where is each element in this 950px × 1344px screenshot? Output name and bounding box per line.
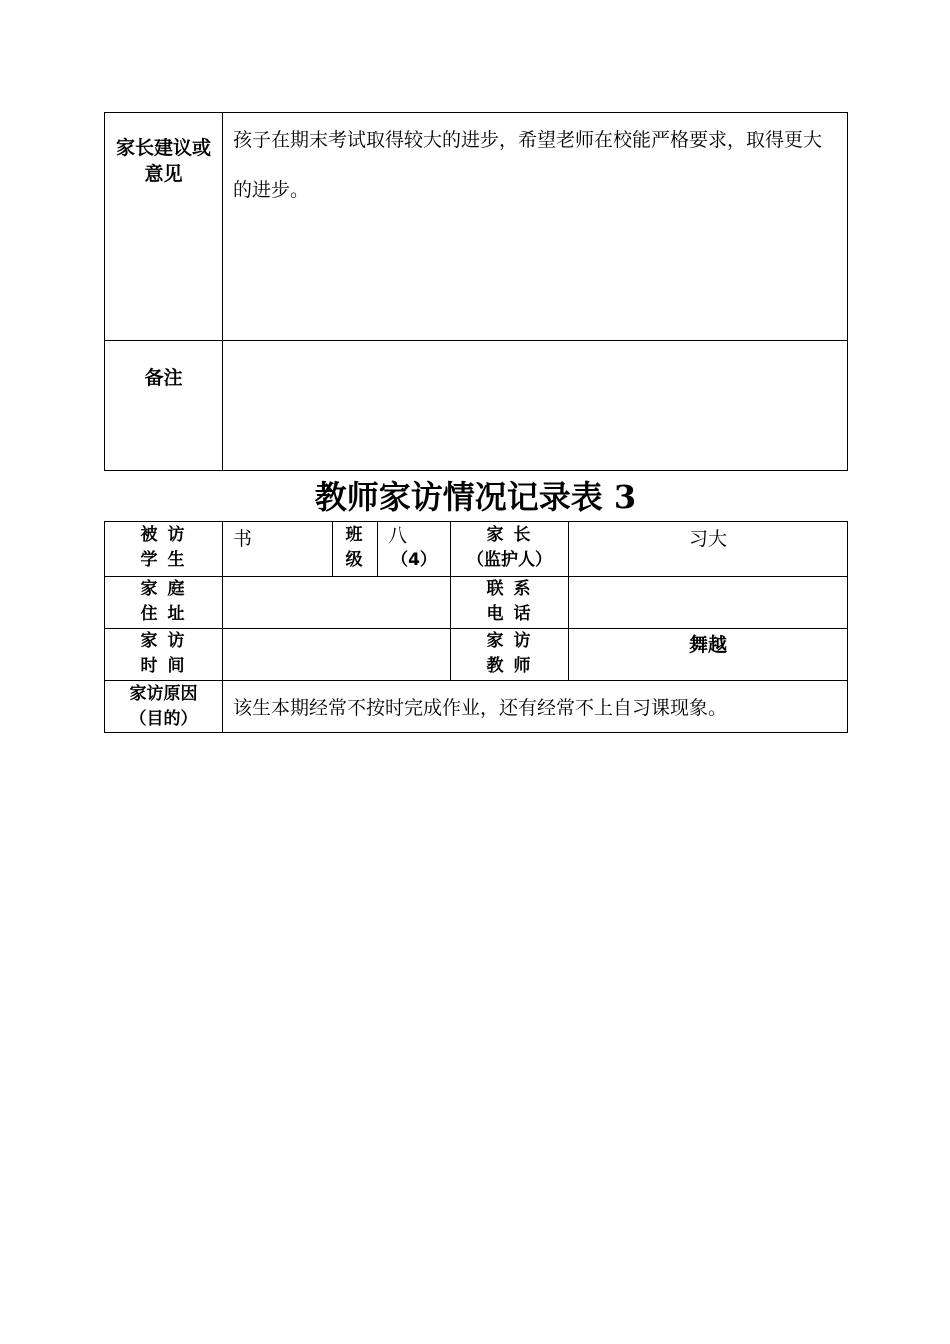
student-label: 被 访 学 生: [140, 525, 187, 570]
phone-value: [569, 577, 847, 579]
class-value-line1: 八: [388, 525, 408, 547]
address-value-cell: [223, 577, 451, 629]
reason-label-line2: （目的）: [129, 709, 198, 729]
student-value: 书: [233, 528, 253, 550]
class-label: 班级: [345, 525, 365, 570]
phone-label: 联 系 电 话: [486, 579, 533, 624]
class-value-cell: [378, 522, 451, 577]
reason-label-cell: [105, 681, 223, 733]
visit-time-value: [223, 629, 450, 631]
teacher-label-cell: [451, 629, 569, 681]
teacher-value-cell: [569, 629, 848, 681]
parent-advice-label-cell: [105, 113, 223, 341]
page-title: 教师家访情况记录表 3: [314, 478, 637, 516]
address-value: [223, 577, 450, 579]
remarks-cell: [223, 341, 848, 471]
guardian-value-cell: [569, 522, 848, 577]
reason-label-line1: 家访原因: [129, 684, 198, 704]
remarks-label-cell: [105, 341, 223, 471]
class-label-cell: [333, 522, 378, 577]
remarks-label: 备注: [144, 367, 183, 389]
guardian-value: 习大: [688, 528, 727, 550]
guardian-label-cell: [451, 522, 569, 577]
teacher-value: 舞越: [688, 634, 727, 656]
visit-time-label-cell: [105, 629, 223, 681]
home-visit-record-table: [104, 521, 848, 733]
class-value-line2: （4）: [391, 550, 437, 570]
reason-value: 该生本期经常不按时完成作业，还有经常不上自习课现象。: [233, 697, 728, 719]
guardian-label-line1: 家 长: [486, 525, 533, 545]
parent-advice-label: 家长建议或意见: [115, 137, 211, 185]
teacher-label: 家 访 教 师: [486, 631, 533, 676]
parent-advice-text: 孩子在期末考试取得较大的进步，希望老师在校能严格要求，取得更大的进步。: [233, 129, 823, 201]
reason-value-cell: [223, 681, 848, 733]
student-label-cell: [105, 522, 223, 577]
guardian-label-line2: （监护人）: [467, 550, 552, 570]
visit-time-label: 家 访 时 间: [140, 631, 187, 676]
remarks-text: [223, 341, 847, 351]
phone-label-cell: [451, 577, 569, 629]
parent-advice-cell: [223, 113, 848, 341]
student-value-cell: [223, 522, 333, 577]
visit-time-value-cell: [223, 629, 451, 681]
address-label-cell: [105, 577, 223, 629]
parent-feedback-table: [104, 112, 848, 471]
address-label: 家 庭 住 址: [140, 579, 187, 624]
phone-value-cell: [569, 577, 848, 629]
